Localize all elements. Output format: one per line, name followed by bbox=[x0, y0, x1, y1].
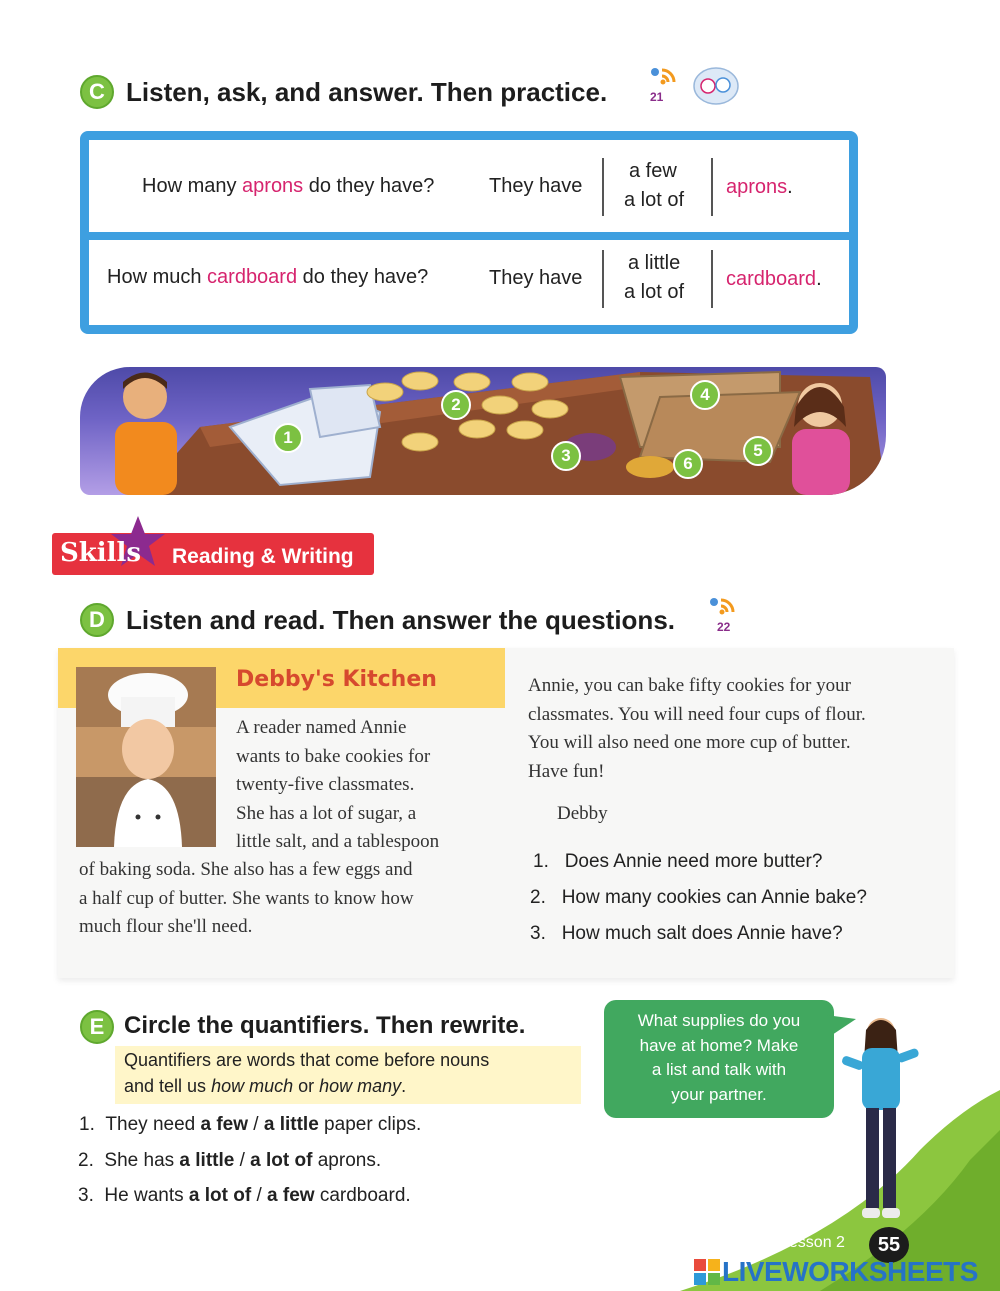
liveworksheets-logo-icon bbox=[694, 1259, 720, 1285]
exercise-item bbox=[78, 1150, 381, 1172]
divider bbox=[711, 158, 713, 216]
illustration-number: 2 bbox=[441, 390, 471, 420]
section-c-letter: C bbox=[89, 79, 105, 104]
article-line: wants to bake cookies for bbox=[236, 745, 431, 767]
quantifier-option: a lot of bbox=[624, 281, 685, 303]
divider bbox=[602, 158, 604, 216]
question-cell bbox=[142, 175, 434, 198]
quantifier-option[interactable]: a few bbox=[267, 1185, 315, 1206]
item-separator: / bbox=[251, 1185, 268, 1206]
note-line bbox=[124, 1076, 406, 1097]
quantifier-option[interactable]: a little bbox=[263, 1114, 319, 1135]
illustration-number: 3 bbox=[551, 441, 581, 471]
note-emphasis: how many bbox=[319, 1076, 402, 1096]
item-text: She has bbox=[104, 1150, 180, 1171]
table-illustration bbox=[80, 367, 886, 495]
question-noun: cardboard bbox=[207, 266, 298, 288]
quantifier-option: a few bbox=[629, 160, 677, 182]
bubble-line: your partner. bbox=[671, 1084, 767, 1104]
item-number: 3. bbox=[78, 1185, 94, 1206]
question-item bbox=[530, 887, 867, 909]
illustration-number: 5 bbox=[743, 436, 773, 466]
illustration-number: 4 bbox=[690, 380, 720, 410]
question-text: How much salt does Annie have? bbox=[561, 923, 843, 944]
section-c-title: Listen, ask, and answer. Then practice. bbox=[126, 77, 608, 107]
question-cell bbox=[107, 266, 428, 289]
divider bbox=[602, 250, 604, 308]
question-item bbox=[530, 923, 843, 945]
section-d-title: Listen and read. Then answer the questions. bbox=[126, 605, 675, 635]
article-line: little salt, and a tablespoon bbox=[236, 831, 440, 852]
liveworksheets-logo-text[interactable]: LIVEWORKSHEETS bbox=[722, 1256, 978, 1287]
article-title: Debby's Kitchen bbox=[236, 667, 437, 692]
question-text: How much bbox=[107, 266, 208, 288]
section-e-badge bbox=[80, 1010, 114, 1044]
question-text: do they have? bbox=[297, 266, 429, 288]
audio-track-number: 22 bbox=[717, 620, 731, 634]
row-divider bbox=[89, 232, 849, 240]
article-full-width bbox=[79, 856, 499, 942]
bubble-line: a list and talk with bbox=[651, 1060, 787, 1079]
note-text: . bbox=[401, 1076, 407, 1096]
section-e-letter: E bbox=[89, 1014, 105, 1039]
question-text: How many cookies can Annie bake? bbox=[561, 887, 867, 908]
bubble-line: What supplies do you bbox=[637, 1011, 801, 1030]
lesson-label: Lesson 2 bbox=[780, 1234, 845, 1251]
divider bbox=[711, 250, 713, 308]
bubble-line: have at home? Make bbox=[639, 1035, 799, 1055]
article-line: much flour she'll need. bbox=[79, 916, 253, 937]
question-item bbox=[533, 851, 822, 873]
section-d-badge bbox=[80, 603, 114, 637]
question-text: Does Annie need more butter? bbox=[564, 851, 823, 872]
item-text: paper clips. bbox=[318, 1114, 422, 1135]
punctuation: . bbox=[787, 176, 793, 198]
question-number: 2. bbox=[530, 887, 546, 908]
article-signature: Debby bbox=[557, 803, 608, 824]
table-row bbox=[89, 240, 849, 332]
article-line: A reader named Annie bbox=[236, 717, 407, 738]
item-separator: / bbox=[234, 1150, 251, 1171]
section-d-letter: D bbox=[89, 607, 105, 632]
answer-noun: aprons bbox=[726, 176, 788, 198]
section-c-badge bbox=[80, 75, 114, 109]
article-line: classmates. You will need four cups of flour. bbox=[528, 703, 866, 725]
quantifier-option[interactable]: a few bbox=[200, 1114, 249, 1135]
article-left-column bbox=[236, 714, 496, 857]
quantifier-option: a lot of bbox=[624, 189, 685, 211]
article-line: Have fun! bbox=[528, 760, 605, 782]
item-separator: / bbox=[248, 1114, 264, 1135]
quantifier-option[interactable]: a lot of bbox=[250, 1150, 313, 1171]
answer-noun-cell bbox=[726, 176, 793, 199]
note-line: Quantifiers are words that come before nouns bbox=[124, 1050, 490, 1070]
table-row bbox=[89, 140, 849, 232]
item-text: cardboard. bbox=[314, 1185, 411, 1206]
note-emphasis: how much bbox=[211, 1076, 294, 1096]
answer-start: They have bbox=[489, 267, 583, 289]
note-text: and tell us bbox=[124, 1076, 212, 1096]
chef-photo bbox=[76, 667, 216, 847]
skills-sublabel: Reading & Writing bbox=[172, 545, 354, 568]
question-text: do they have? bbox=[303, 175, 435, 197]
article-line: You will also need one more cup of butter. bbox=[528, 732, 851, 753]
question-number: 1. bbox=[533, 851, 549, 872]
note-text: or bbox=[293, 1076, 320, 1096]
question-text: How many bbox=[142, 175, 243, 197]
article-line: twenty-five classmates. bbox=[236, 774, 415, 795]
audio-track-number: 21 bbox=[650, 90, 664, 104]
question-noun: aprons bbox=[242, 175, 304, 197]
punctuation: . bbox=[816, 268, 822, 290]
article-line: Annie, you can bake fifty cookies for your bbox=[528, 675, 851, 696]
page-number: 55 bbox=[869, 1227, 909, 1263]
answer-start: They have bbox=[489, 175, 583, 197]
quantifier-option: a little bbox=[628, 252, 681, 274]
girl-illustration bbox=[836, 1010, 926, 1225]
answer-noun: cardboard bbox=[726, 268, 817, 290]
exercise-item bbox=[79, 1114, 421, 1136]
quantifier-option[interactable]: a little bbox=[179, 1150, 235, 1171]
illustration-banner bbox=[80, 367, 886, 495]
article-line: a half cup of butter. She wants to know how bbox=[79, 887, 414, 909]
quantifier-table bbox=[80, 131, 858, 334]
article-line: She has a lot of sugar, a bbox=[236, 802, 417, 824]
item-number: 1. bbox=[79, 1114, 95, 1135]
article-right-column bbox=[528, 672, 938, 786]
answer-noun-cell bbox=[726, 268, 822, 291]
section-e-title: Circle the quantifiers. Then rewrite. bbox=[124, 1012, 526, 1039]
quantifier-option[interactable]: a lot of bbox=[188, 1185, 252, 1206]
pair-talk-icon bbox=[692, 66, 740, 106]
item-text: They need bbox=[105, 1114, 201, 1135]
bubble-text bbox=[604, 1009, 834, 1107]
item-number: 2. bbox=[78, 1150, 94, 1171]
skills-label: Skills bbox=[60, 538, 142, 568]
illustration-number: 6 bbox=[673, 449, 703, 479]
illustration-number: 1 bbox=[273, 423, 303, 453]
item-text: He wants bbox=[104, 1185, 189, 1206]
item-text: aprons. bbox=[312, 1150, 382, 1171]
question-number: 3. bbox=[530, 923, 546, 944]
article-line: of baking soda. She also has a few eggs and bbox=[79, 859, 413, 880]
exercise-item bbox=[78, 1185, 411, 1207]
